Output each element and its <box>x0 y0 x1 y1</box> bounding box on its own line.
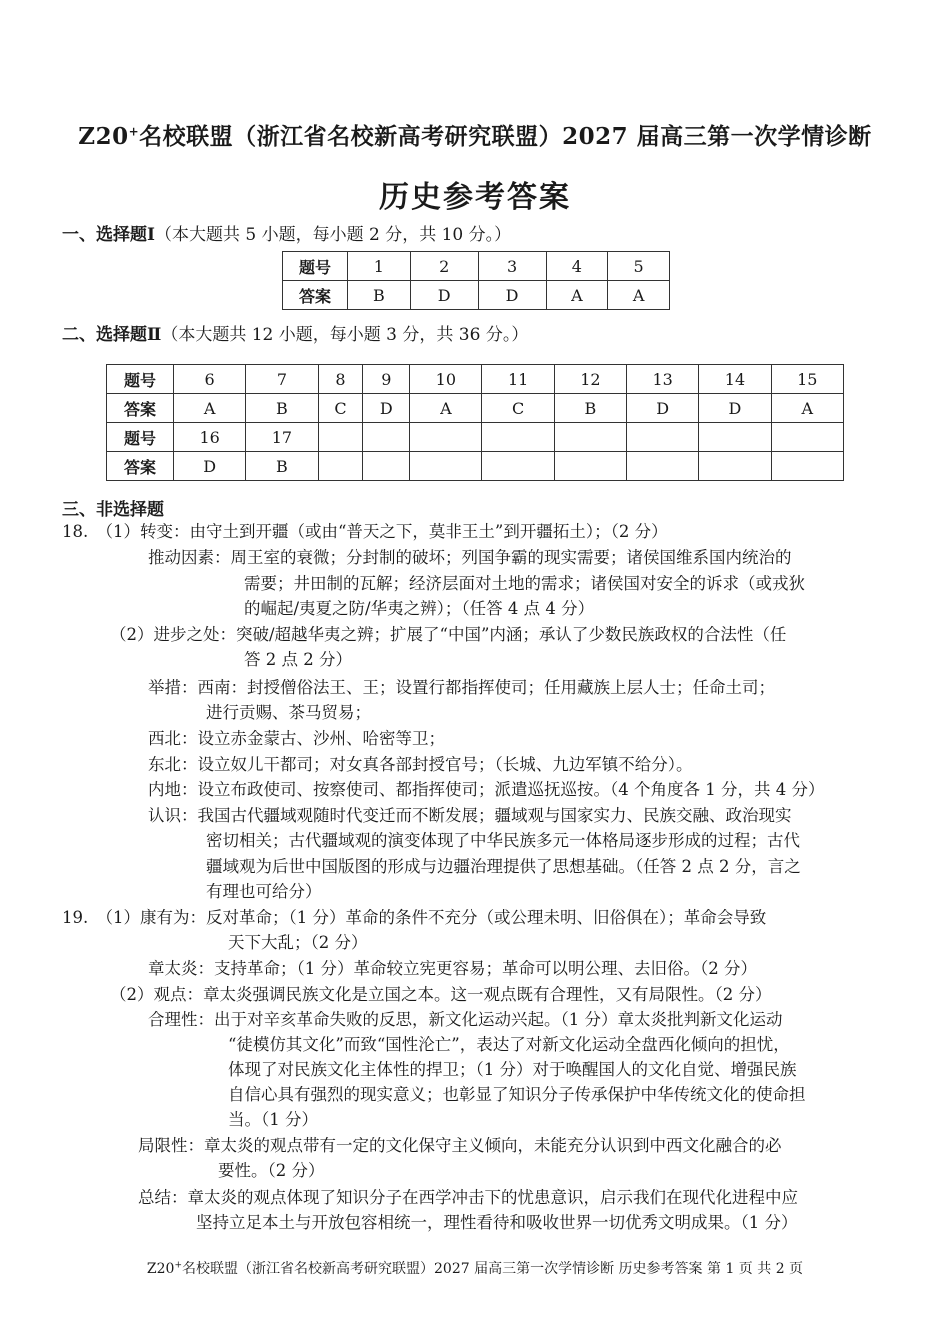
table-cell: 1 <box>348 252 411 281</box>
table-cell: 10 <box>410 365 482 394</box>
answer-line: 19. （1）康有为：反对革命；（1 分）革命的条件不充分（或公理未明、旧俗俱在）；革命会导致 <box>62 908 767 927</box>
row-label: 答案 <box>107 452 174 481</box>
answer-line: 东北：设立奴儿干都司；对女真各部封授官号；（长城、九边军镇不给分）。 <box>148 755 693 774</box>
answer-line: 举措：西南：封授僧俗法王、王；设置行都指挥使司；任用藏族上层人士；任命土司； <box>148 678 775 697</box>
table-cell: A <box>608 281 670 310</box>
table-cell: 7 <box>246 365 318 394</box>
section2-note: （本大题共 12 小题，每小题 3 分，共 36 分。） <box>161 325 529 345</box>
answer-line: 推动因素：周王室的衰微；分封制的破坏；列国争霸的现实需要；诸侯国维系国内统治的 <box>148 548 792 567</box>
table-cell <box>554 452 626 481</box>
table-cell <box>699 423 771 452</box>
answer-line: 需要；井田制的瓦解；经济层面对土地的需求；诸侯国对安全的诉求（或戎狄 <box>244 574 805 593</box>
answer-line: 答 2 点 2 分） <box>244 650 352 669</box>
row-label: 题号 <box>107 365 174 394</box>
title-superscript: + <box>128 124 140 139</box>
table-cell <box>482 423 554 452</box>
answer-line: 密切相关；古代疆域观的演变体现了中华民族多元一体格局逐步形成的过程；古代 <box>206 831 800 850</box>
table-cell: A <box>546 281 608 310</box>
table-cell: 15 <box>771 365 843 394</box>
table-cell <box>627 452 699 481</box>
table-cell: 2 <box>410 252 478 281</box>
answer-line: 体现了对民族文化主体性的捍卫；（1 分）对于唤醒国人的文化自觉、增强民族 <box>228 1060 797 1079</box>
section1-heading: 一、选择题Ⅰ <box>62 225 155 245</box>
document-title <box>0 118 950 151</box>
answer-line: 18. （1）转变：由守土到开疆（或由“普天之下，莫非王土”到开疆拓土）；（2 分） <box>62 522 668 541</box>
table-cell: 17 <box>246 423 318 452</box>
table-cell <box>363 423 410 452</box>
table-cell: A <box>174 394 246 423</box>
section3-heading: 三、非选择题 <box>62 500 164 520</box>
table-cell: 6 <box>174 365 246 394</box>
table-cell <box>410 452 482 481</box>
answer-line: 自信心具有强烈的现实意义；也彰显了知识分子传承保护中华传统文化的使命担 <box>228 1085 806 1104</box>
answer-line: 疆域观为后世中国版图的形成与边疆治理提供了思想基础。（任答 2 点 2 分，言之 <box>206 857 801 876</box>
table-cell: 5 <box>608 252 670 281</box>
answer-line: 总结：章太炎的观点体现了知识分子在西学冲击下的忧患意识，启示我们在现代化进程中应 <box>138 1188 798 1207</box>
table-cell <box>318 423 363 452</box>
table-cell: 11 <box>482 365 554 394</box>
table-cell: 8 <box>318 365 363 394</box>
table-cell: D <box>410 281 478 310</box>
section1-heading-line <box>62 220 511 245</box>
footer-prefix: Z20 <box>146 1261 175 1277</box>
row-label: 答案 <box>107 394 174 423</box>
document-subtitle: 历史参考答案 <box>379 180 571 215</box>
table-cell <box>318 452 363 481</box>
table-cell <box>771 452 843 481</box>
title-main: 名校联盟（浙江省名校新高考研究联盟）2027 届高三第一次学情诊断 <box>139 123 872 150</box>
answer-line: 局限性：章太炎的观点带有一定的文化保守主义倾向，未能充分认识到中西文化融合的必 <box>138 1136 782 1155</box>
title-prefix: Z20 <box>78 123 129 150</box>
table-cell: D <box>174 452 246 481</box>
table-row <box>107 394 844 423</box>
section1-note: （本大题共 5 小题，每小题 2 分，共 10 分。） <box>154 225 512 245</box>
answer-line: 进行贡赐、茶马贸易； <box>206 703 371 722</box>
table-cell: D <box>699 394 771 423</box>
footer-text: 名校联盟（浙江省名校新高考研究联盟）2027 届高三第一次学情诊断 历史参考答案 第 1 页 共 2 页 <box>182 1261 804 1277</box>
table-cell <box>771 423 843 452</box>
table-cell: 4 <box>546 252 608 281</box>
answer-line: 有理也可给分） <box>206 882 322 901</box>
section2-heading-line <box>62 320 528 345</box>
table-cell: B <box>246 452 318 481</box>
table-cell <box>699 452 771 481</box>
table-cell: C <box>482 394 554 423</box>
answer-line: 当。（1 分） <box>228 1110 318 1129</box>
answer-line: 西北：设立赤金蒙古、沙州、哈密等卫； <box>148 729 445 748</box>
answer-line: 的崛起/夷夏之防/华夷之辨）；（任答 4 点 4 分） <box>244 599 595 618</box>
table-row <box>283 281 670 310</box>
footer-superscript: + <box>174 1260 183 1271</box>
table-cell: B <box>246 394 318 423</box>
table-cell: C <box>318 394 363 423</box>
table-row <box>107 423 844 452</box>
table-cell: B <box>554 394 626 423</box>
table-cell <box>363 452 410 481</box>
section1-answer-table <box>282 251 670 310</box>
table-cell <box>410 423 482 452</box>
answer-line: （2）进步之处：突破/超越华夷之辨；扩展了“中国”内涵；承认了少数民族政权的合法性（任 <box>110 625 787 644</box>
row-label: 题号 <box>107 423 174 452</box>
table-cell <box>627 423 699 452</box>
table-cell: 12 <box>554 365 626 394</box>
answer-line: 内地：设立布政使司、按察使司、都指挥使司；派遣巡抚巡按。（4 个角度各 1 分，共 4 分） <box>148 780 825 799</box>
section2-heading: 二、选择题Ⅱ <box>62 325 162 345</box>
table-cell: D <box>627 394 699 423</box>
answer-line: “徒模仿其文化”而致“国性沦亡”，表达了对新文化运动全盘西化倾向的担忧， <box>228 1035 790 1054</box>
table-cell <box>554 423 626 452</box>
table-cell: A <box>410 394 482 423</box>
table-cell: 14 <box>699 365 771 394</box>
answer-line: 坚持立足本土与开放包容相统一，理性看待和吸收世界一切优秀文明成果。（1 分） <box>196 1213 798 1232</box>
answer-line: （2）观点：章太炎强调民族文化是立国之本。这一观点既有合理性，又有局限性。（2 分） <box>110 985 772 1004</box>
table-cell: D <box>363 394 410 423</box>
table-cell: D <box>478 281 546 310</box>
table-row <box>283 252 670 281</box>
answer-line: 合理性：出于对辛亥革命失败的反思，新文化运动兴起。（1 分）章太炎批判新文化运动 <box>148 1010 783 1029</box>
table-cell <box>482 452 554 481</box>
table-cell: 13 <box>627 365 699 394</box>
table-row <box>107 452 844 481</box>
answer-line: 章太炎：支持革命；（1 分）革命较立宪更容易；革命可以明公理、去旧俗。（2 分） <box>148 959 757 978</box>
table-cell: 9 <box>363 365 410 394</box>
table-row <box>107 365 844 394</box>
section3-heading-line <box>62 495 164 520</box>
answer-line: 认识：我国古代疆域观随时代变迁而不断发展；疆域观与国家实力、民族交融、政治现实 <box>148 806 792 825</box>
table-cell: 16 <box>174 423 246 452</box>
page-footer <box>0 1258 950 1278</box>
section2-answer-table <box>106 364 844 481</box>
table-cell: 3 <box>478 252 546 281</box>
row-label: 题号 <box>283 252 348 281</box>
table-cell: B <box>348 281 411 310</box>
row-label: 答案 <box>283 281 348 310</box>
answer-line: 天下大乱；（2 分） <box>228 933 368 952</box>
answer-line: 要性。（2 分） <box>218 1161 325 1180</box>
table-cell: A <box>771 394 843 423</box>
